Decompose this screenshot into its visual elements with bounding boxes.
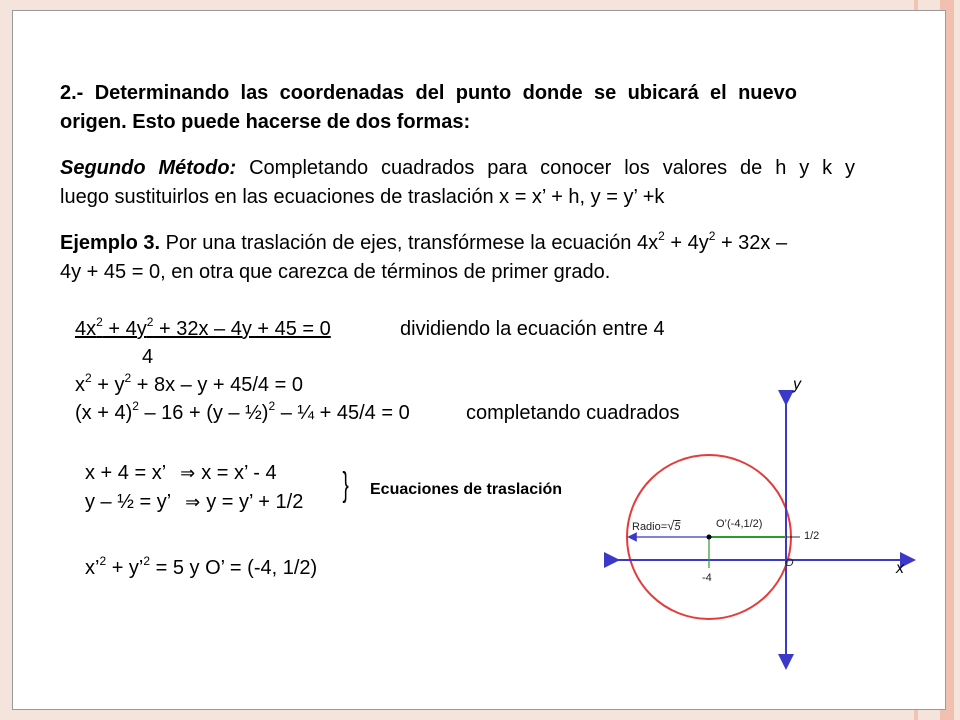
step-1-equation <box>75 315 331 341</box>
y-axis-label: y <box>793 376 801 393</box>
method-text: Completando cuadrados para conocer los valores de h y k y <box>249 157 856 179</box>
step-3-note: completando cuadrados <box>466 402 680 424</box>
result-equation: x’$^2$ + y’$^2$ = 5 y O’ = (-4, 1/2) <box>85 554 318 579</box>
exp: 2 <box>143 554 151 568</box>
implies-icon: ⇒ <box>180 463 196 483</box>
minus4-label: -4 <box>702 572 712 584</box>
example-text-a: Por una traslación de ejes, transfórmese la ecuación 4x <box>165 232 659 254</box>
implies-icon: ⇒ <box>185 492 201 512</box>
exp: 2 <box>85 371 92 385</box>
step-1-divisor: 4 <box>142 346 154 368</box>
half-label: 1/2 <box>804 530 820 542</box>
step-2-equation: $x^2 + y^2 + 8x - y + 45/4 = 0$ <box>75 371 303 396</box>
origin-label: O <box>785 557 794 569</box>
step-3-equation: $(x + 4)^2 - 16 + (y$ – ½)$^2$ – ¼ + 45/4 = 0 <box>75 399 410 424</box>
example-line-1 <box>60 229 787 258</box>
exp: 2 <box>99 554 107 568</box>
exp: 2 <box>658 229 665 243</box>
center-label: O’(-4,1/2) <box>716 518 763 530</box>
translation-line-2: y – ½ = y’ ⇒ y = y’ + 1/2 <box>85 491 304 513</box>
step-1-note: dividiendo la ecuación entre 4 <box>400 318 665 340</box>
x-axis-label: x <box>896 560 904 577</box>
brace: } <box>342 466 349 504</box>
translation-label: Ecuaciones de traslación <box>370 481 563 498</box>
method-line-2: luego sustituirlos en las ecuaciones de traslación x = x’ + h, y = y’ +k <box>60 186 665 208</box>
method-label: Segundo Método: <box>60 157 237 179</box>
heading-line-1: 2.- Determinando las coordenadas del punto donde se ubicará el nuevo <box>60 82 797 104</box>
method-line-1 <box>60 154 855 183</box>
exp: 2 <box>96 315 103 329</box>
radius-value: 5 <box>674 521 681 533</box>
translation-line-1: x + 4 = x’ ⇒ x = x’ - 4 <box>85 462 277 484</box>
heading-line-2: origen. Esto puede hacerse de dos formas: <box>60 111 471 133</box>
exp: 2 <box>124 371 132 385</box>
exp: 2 <box>146 315 154 329</box>
example-label: Ejemplo 3. <box>60 232 161 254</box>
example-text-b: + 4y <box>664 232 709 254</box>
exp: 2 <box>268 399 276 413</box>
exp: 2 <box>132 399 139 413</box>
radius-label: Radio=√5 <box>632 518 681 533</box>
exp: 2 <box>708 229 716 243</box>
example-line-2: 4y + 45 = 0, en otra que carezca de términos de primer grado. <box>60 261 611 283</box>
sqrt-icon: √ <box>667 518 675 533</box>
step-1-numerator: $4x^2 + 4y^2 + 32x - 4y + 45 = 0$ <box>75 315 331 340</box>
example-text-c: + 32x – <box>715 232 788 254</box>
